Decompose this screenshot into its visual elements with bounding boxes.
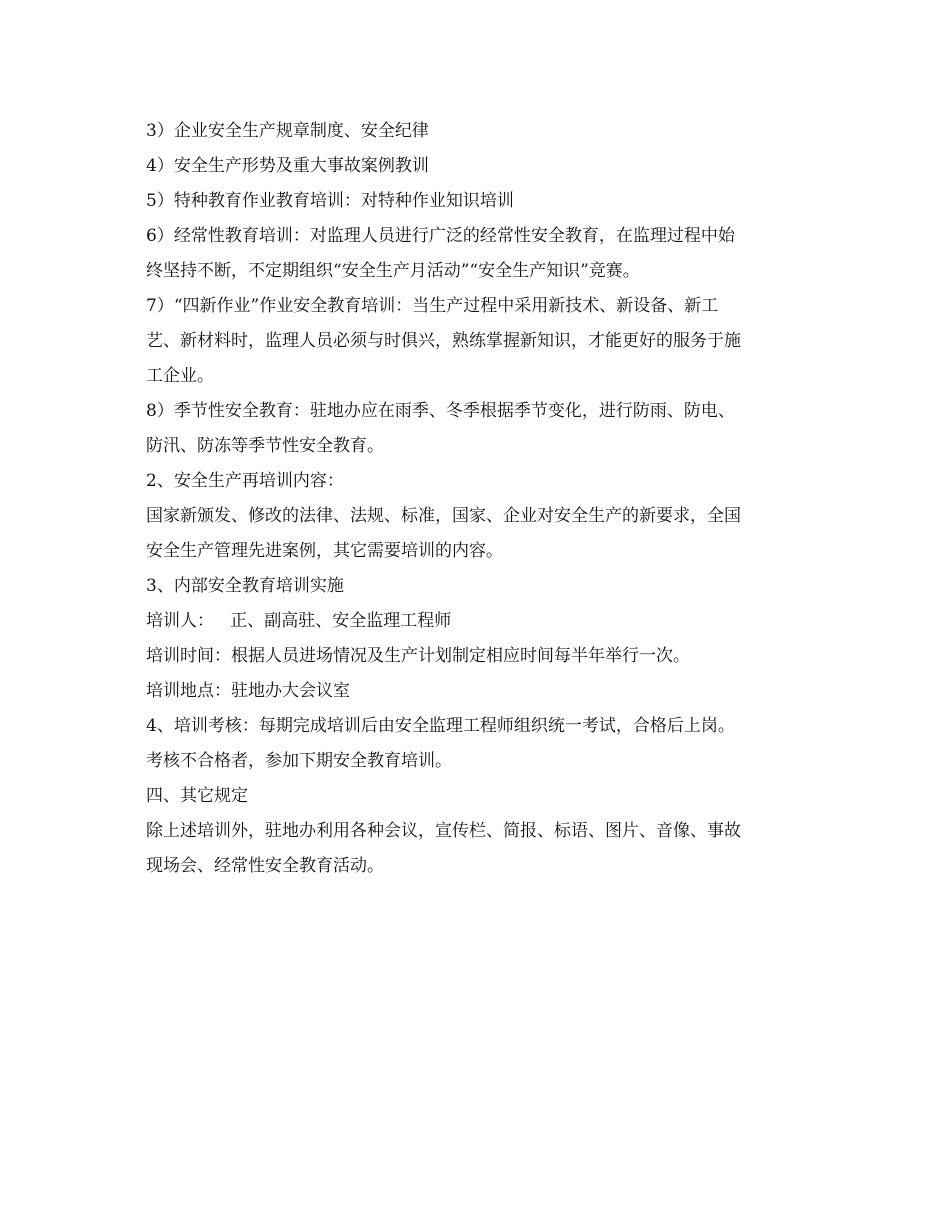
list-item-3-rules: 3）企业安全生产规章制度、安全纪律 — [146, 121, 429, 141]
document-body — [146, 114, 806, 884]
section-3-heading: 3、内部安全教育培训实施 — [146, 576, 344, 596]
training-time-line: 培训时间：根据人员进场情况及生产计划制定相应时间每半年举行一次。 — [146, 646, 690, 666]
section-4-continued: 考核不合格者，参加下期安全教育培训。 — [146, 751, 452, 771]
training-location-line: 培训地点：驻地办大会议室 — [146, 681, 350, 701]
trainer-line: 培训人： 正、副高驻、安全监理工程师 — [146, 611, 452, 631]
list-item-8-seasonal: 8）季节性安全教育：驻地办应在雨季、冬季根据季节变化，进行防雨、防电、 — [146, 401, 735, 421]
list-item-7-continued: 艺、新材料时，监理人员必须与时俱兴，熟练掌握新知识，才能更好的服务于施 — [146, 331, 741, 351]
section-2-paragraph-continued: 安全生产管理先进案例，其它需要培训的内容。 — [146, 541, 503, 561]
section-2-heading: 2、安全生产再培训内容： — [146, 471, 344, 491]
list-item-7-four-new: 7）“四新作业”作业安全教育培训：当生产过程中采用新技术、新设备、新工 — [146, 296, 719, 316]
list-item-6-regular-training: 6）经常性教育培训：对监理人员进行广泛的经常性安全教育，在监理过程中始 — [146, 226, 735, 246]
list-item-7-end: 工企业。 — [146, 366, 214, 386]
list-item-5-special-training: 5）特种教育作业教育培训：对特种作业知识培训 — [146, 191, 514, 211]
section-4-assessment: 4、培训考核：每期完成培训后由安全监理工程师组织统一考试，合格后上岗。 — [146, 716, 735, 736]
list-item-6-continued: 终坚持不断，不定期组织“安全生产月活动”“安全生产知识”竞赛。 — [146, 261, 640, 281]
other-rules-paragraph-continued: 现场会、经常性安全教育活动。 — [146, 856, 384, 876]
other-rules-heading: 四、其它规定 — [146, 786, 248, 806]
list-item-4-accident-cases: 4）安全生产形势及重大事故案例教训 — [146, 156, 429, 176]
other-rules-paragraph: 除上述培训外，驻地办利用各种会议，宣传栏、简报、标语、图片、音像、事故 — [146, 821, 741, 841]
list-item-8-continued: 防汛、防冻等季节性安全教育。 — [146, 436, 384, 456]
section-2-paragraph: 国家新颁发、修改的法律、法规、标准，国家、企业对安全生产的新要求，全国 — [146, 506, 741, 526]
